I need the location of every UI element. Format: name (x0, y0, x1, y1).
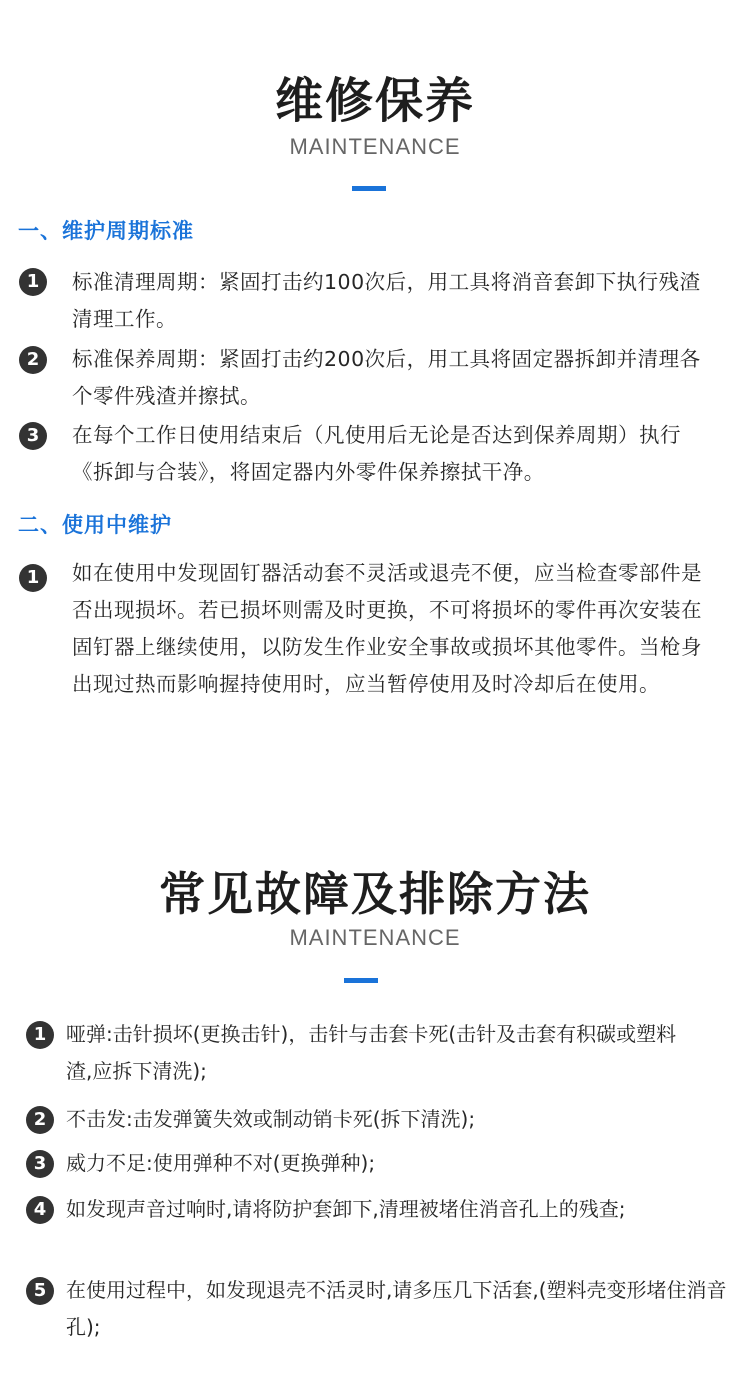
maintenance-title: 维修保养 (274, 73, 475, 129)
number-badge-icon: 5 (26, 1277, 54, 1305)
number-badge-icon: 3 (26, 1150, 54, 1178)
maintenance-title-underline (352, 186, 386, 191)
troubleshooting-title: 常见故障及排除方法 (159, 867, 591, 921)
usage-section-heading: 二、使用中维护 (18, 513, 172, 537)
list-item-text: 标准保养周期：紧固打击约200次后，用工具将固定器拆卸并清理各个零件残渣并擦拭。 (72, 347, 701, 408)
troubleshooting-title-underline (344, 978, 378, 983)
number-badge-icon: 1 (26, 1021, 54, 1049)
list-item-text: 如在使用中发现固钉器活动套不灵活或退壳不便，应当检查零部件是否出现损坏。若已损坏则需及时更换，不可将损坏的零件再次安装在固钉器上继续使用，以防发生作业安全事故或损坏其他零件。当枪身出现过热而影响握持使用时，应当暂停使用及时冷却后在使用。 (72, 561, 702, 696)
number-badge-icon: 1 (19, 564, 47, 592)
list-item-text: 威力不足:使用弹种不对(更换弹种); (66, 1151, 376, 1175)
number-badge-icon: 4 (26, 1196, 54, 1224)
number-badge-icon: 3 (19, 422, 47, 450)
cycle-section-heading: 一、维护周期标准 (18, 219, 194, 243)
list-item-text: 如发现声音过响时,请将防护套卸下,清理被堵住消音孔上的残查; (66, 1197, 626, 1221)
number-badge-icon: 1 (19, 268, 47, 296)
list-item-text: 不击发:击发弹簧失效或制动销卡死(拆下清洗); (66, 1107, 476, 1131)
list-item-text: 标准清理周期：紧固打击约100次后，用工具将消音套卸下执行残渣清理工作。 (72, 270, 701, 331)
number-badge-icon: 2 (19, 346, 47, 374)
list-item-text: 哑弹:击针损坏(更换击针)，击针与击套卡死(击针及击套有积碳或塑料渣,应拆下清洗); (66, 1022, 677, 1083)
number-badge-icon: 2 (26, 1106, 54, 1134)
troubleshooting-subtitle: MAINTENANCE (289, 925, 461, 950)
list-item-text: 在使用过程中，如发现退壳不活灵时,请多压几下活套,(塑料壳变形堵住消音孔); (66, 1278, 727, 1339)
maintenance-subtitle: MAINTENANCE (289, 134, 461, 159)
list-item-text: 在每个工作日使用结束后（凡使用后无论是否达到保养周期）执行《拆卸与合装》，将固定器内外零件保养擦拭干净。 (72, 423, 681, 484)
